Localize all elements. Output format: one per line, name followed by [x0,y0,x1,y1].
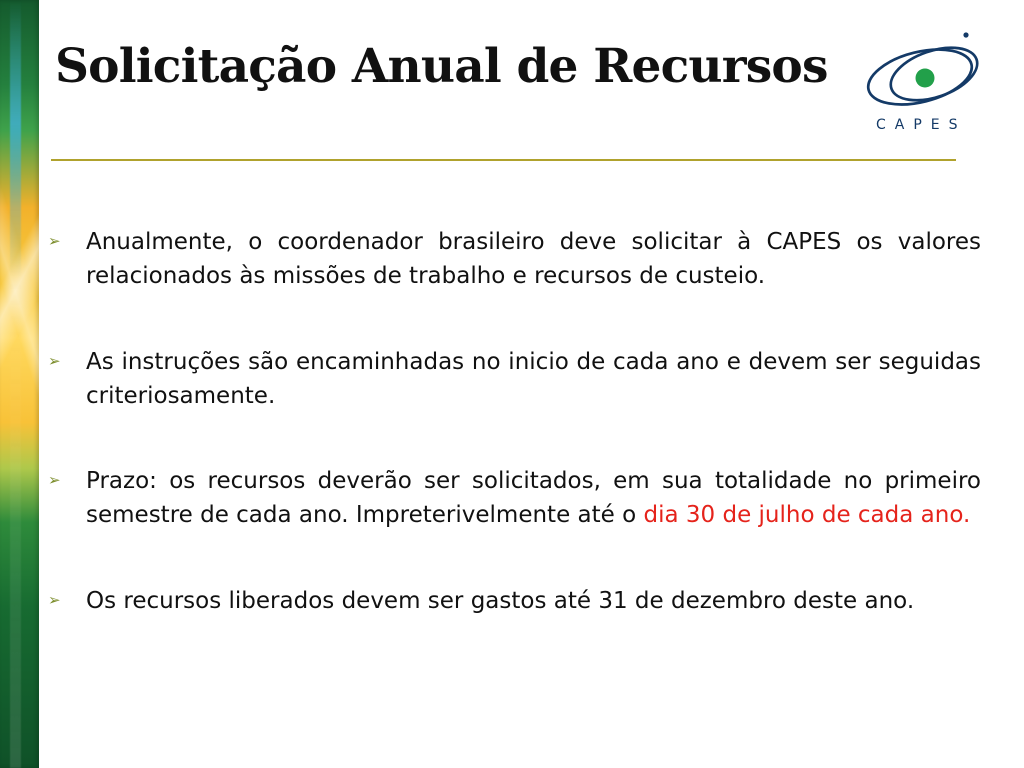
title-divider [51,159,956,161]
logo-blue-dot [963,32,968,37]
decorative-side-band [0,0,39,768]
capes-logo [855,25,1000,135]
slide-title: Solicitação Anual de Recursos [55,39,828,94]
deadline-highlight: dia 30 de julho de cada ano. [643,502,971,528]
bullet-text [86,464,981,532]
bullet-item-annual-request [48,225,981,293]
capes-logo-text: CAPES [876,117,967,133]
bullet-arrow-icon: ➢ [48,471,61,489]
bullet-item-instructions [48,345,981,413]
bullet-arrow-icon: ➢ [48,591,61,609]
bullet-arrow-icon: ➢ [48,232,61,250]
bullet-text: Anualmente, o coordenador brasileiro deve solicitar à CAPES os valores relacionados às missões de trabalho e recursos de custeio. [86,229,981,289]
bullet-list [48,225,981,618]
slide-content [48,225,981,670]
bullet-text: Os recursos liberados devem ser gastos até 31 de dezembro deste ano. [86,588,915,614]
bullet-text: As instruções são encaminhadas no inicio de cada ano e devem ser seguidas criteriosamente. [86,349,981,409]
bullet-item-spending-deadline [48,584,981,618]
bullet-arrow-icon: ➢ [48,352,61,370]
logo-green-dot [916,69,935,88]
capes-orbit-logo-mark [855,25,1000,115]
bullet-item-deadline [48,464,981,532]
deadline-text: Prazo: os recursos deverão ser solicitados, em sua totalidade no primeiro semestre de cada ano. Impreterivelmente até o [86,468,981,528]
